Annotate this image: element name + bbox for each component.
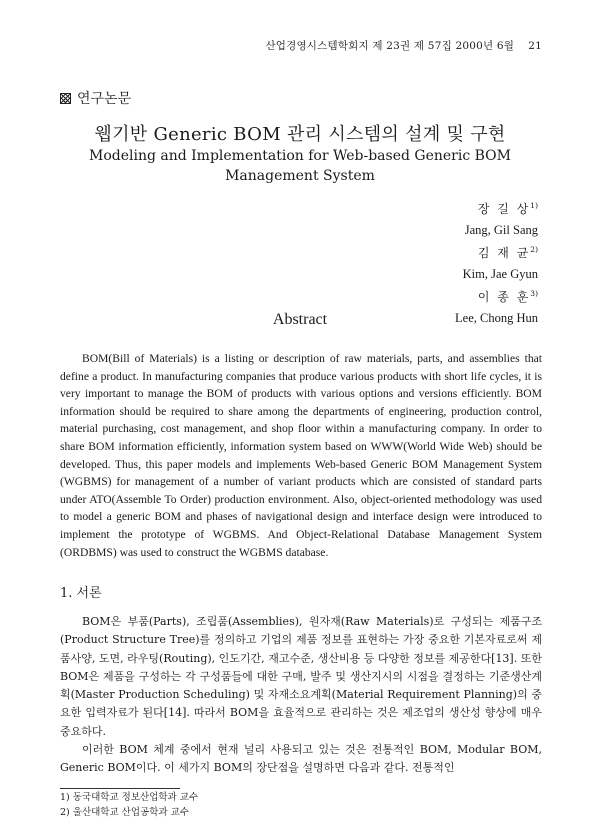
journal-info: 산업경영시스템학회지 제 23권 제 57집 2000년 6월 [265, 40, 515, 52]
section-tag [60, 88, 131, 108]
body-paragraph: 이러한 BOM 체계 중에서 현재 널리 사용되고 있는 것은 전통적인 BOM, Modular BOM, Generic BOM이다. 이 세가지 BOM의 장단점을 설명하면 다음과 같다. 전통적인 [60, 743, 542, 775]
abstract-paragraph: BOM(Bill of Materials) is a listing or description of raw materials, parts, and assemblies that define a product. In manufacturing companies that produce various products with short life cycles, it is very important to manage the BOM of products with various options and versions efficiently. BOM information should be required to share among the departments of engineering, production control, material purchasing, cost management, and shop floor within a manufacturing company. In order to share BOM information efficiently, information system based on WWW(World Wide Web) should be developed. Thus, this paper models and implements Web-based Generic BOM Management System (WGBMS) for management of a number of variant products which are consisted of standard parts under ATO(Assemble To Order) production environment. Also, object-oriented methodology was used to model a generic BOM and phases of navigational design and interface design were introduced to implement the prototype of WGBMS. And Object-Relational Database Management System (ORDBMS) was used to construct the WGBMS database. [60, 352, 542, 559]
title-english [0, 146, 600, 186]
section-tag-label: 연구논문 [77, 91, 132, 107]
page-number: 21 [528, 40, 542, 52]
abstract-text [60, 350, 542, 561]
footnote-mark: 3) [530, 289, 538, 298]
hatched-square-icon [60, 93, 71, 104]
footnote-divider [60, 788, 180, 789]
title-english-line2: Management System [225, 168, 375, 184]
author-korean-name: 장 길 상$^{1)}$ [477, 201, 538, 216]
footnotes [60, 791, 460, 820]
footnote: 2) 울산대학교 산업공학과 교수 [60, 806, 189, 818]
body-paragraph: BOM은 부품(Parts), 조립품(Assemblies), 원자재(Raw Materials)로 구성되는 제품구조(Product Structure Tree)를 정의하고 기업의 제품 정보를 표현하는 가장 중요한 기본자료로써 제품사양, 도면, 라우팅(Routing), 인도기간, 재고수준, 생산비용 등 다양한 정보를 제공한다[13]. 또한 BOM은 제품을 구성하는 각 구성품들에 대한 구매, 발주 및 생산지시의 시점을 결정하는 기준생산계획(Master Production Scheduling) 및 자재소요계획(Material Requirement Planning)의 중요한 입력자료가 된다[14]. 따라서 BOM을 효율적으로 관리하는 것은 제조업의 생산성 향상에 매우 중요하다. [60, 615, 542, 738]
author-english-name: Lee, Chong Hun [455, 310, 538, 325]
author-english-name: Jang, Gil Sang [464, 222, 538, 237]
section-body [60, 613, 542, 778]
author-english-name: Kim, Jae Gyun [462, 266, 538, 281]
title-korean: 웹기반 Generic BOM 관리 시스템의 설계 및 구현 [94, 124, 506, 145]
author-korean-name: 이 종 훈$^{3)}$ [477, 289, 538, 304]
abstract-heading: Abstract [272, 311, 328, 328]
footnote-mark: 1) [530, 201, 538, 210]
title-english-line1: Modeling and Implementation for Web-based Generic BOM [88, 148, 511, 164]
footnote-mark: 2) [530, 245, 538, 254]
footnote: 1) 동국대학교 정보산업학과 교수 [60, 792, 199, 803]
section-heading: 1. 서론 [60, 586, 102, 601]
author-list [318, 196, 538, 328]
author-korean-name: 김 재 균$^{2)}$ [477, 245, 538, 260]
running-header [265, 38, 542, 53]
